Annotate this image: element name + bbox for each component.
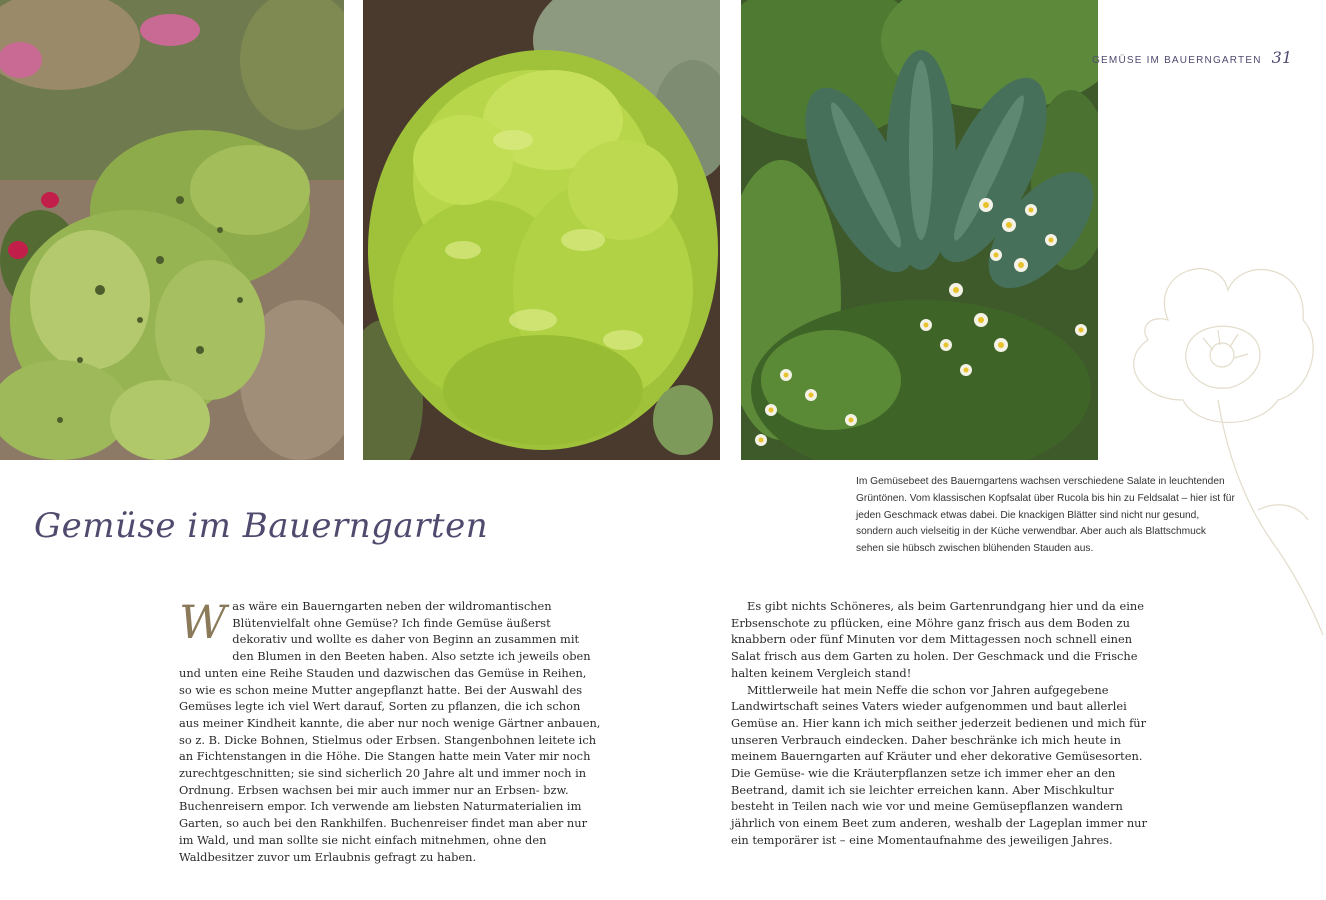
photo-caption: Im Gemüsebeet des Bauerngartens wachsen verschiedene Salate in leuchtenden Grüntönen. Vom klassischen Kopfsalat über Rucola bis hin zu Feldsalat – hier ist für jeden Geschmack etwas dabei. Die knackigen Blätter sind nicht nur gesund, sondern auch vielseitig in der Küche verwendbar. Aber auch als Blattschmuck sehen sie hübsch zwischen blühenden Stauden aus.	[856, 476, 1235, 555]
body-paragraph: Es gibt nichts Schöneres, als beim Gartenrundgang hier und da eine Erbsenschote zu pflücken, eine Möhre ganz frisch aus dem Boden zu knabbern oder fünf Minuten vor dem Mittagessen noch schnell einen Salat frisch aus dem Garten zu holen. Der Geschmack und die Frische halten keinem Vergleich stand!	[731, 599, 1144, 680]
flower-line-art-icon	[1108, 250, 1326, 640]
oakleaf-lettuce-image	[363, 0, 720, 460]
running-head	[1092, 48, 1292, 67]
page-number: 31	[1271, 48, 1292, 67]
body-paragraph-text: as wäre ein Bauerngarten neben der wildromantischen Blütenvielfalt ohne Gemüse? Ich finde Gemüse äußerst dekorativ und wollte es daher von Beginn an zusammen mit den Blumen in den Beeten haben. Also setzte ich jeweils oben und unten eine Reihe Stauden und dazwischen das Gemüse in Reihen, so wie es schon meine Mutter angepflanzt hatte. Bei der Auswahl des Gemüses legte ich viel Wert darauf, Sorten zu pflanzen, die ich schon aus meiner Kindheit kannte, die aber nur noch wenige Gärtner anbauen, so z. B. Dicke Bohnen, Stielmus oder Erbsen. Stangenbohnen leitete ich an Fichtenstangen in die Höhe. Die Stangen hatte mein Vater mir noch zurechtgeschnitten; sie sind sicherlich 20 Jahre alt und immer noch in Ordnung. Erbsen wachsen bei mir auch immer nur an Erbsen- bzw. Buchenreisern empor. Ich verwende am liebsten Naturmaterialien im Garten, so auch bei den Rankhilfen. Buchenreiser findet man aber nur im Wald, und man sollte sie nicht einfach mitnehmen, ohne den Waldbesitzer zuvor um Erlaubnis gefragt zu haben.	[179, 599, 601, 864]
photo-oakleaf-lettuce	[363, 0, 720, 460]
body-paragraph	[179, 595, 601, 865]
running-head-title: GEMÜSE IM BAUERNGARTEN	[1092, 55, 1262, 66]
chapter-title: Gemüse im Bauerngarten	[34, 506, 489, 546]
photo-speckled-lettuce	[0, 0, 344, 460]
dropcap-letter: W	[179, 595, 227, 649]
speckled-lettuce-image	[0, 0, 344, 460]
kale-daisies-image	[741, 0, 1098, 460]
body-column-left	[179, 595, 601, 865]
photo-kale-daisies	[741, 0, 1098, 460]
body-column-right	[731, 598, 1151, 849]
body-paragraph: Mittlerweile hat mein Neffe die schon vor Jahren aufgegebene Landwirtschaft seines Vaters wieder aufgenommen und baut allerlei Gemüse an. Hier kann ich mich seither jederzeit bedienen und mich für unseren Verbrauch eindecken. Daher beschränke ich mich heute in meinem Bauerngarten auf Kräuter und eher dekorative Gemüsesorten. Die Gemüse- wie die Kräuterpflanzen setze ich immer eher an den Beetrand, damit ich sie leichter erreichen kann. Aber Mischkultur besteht in Teilen nach wie vor und meine Gemüsepflanzen wandern jährlich von einem Beet zum anderen, weshalb der Lageplan immer nur ein temporärer ist – eine Momentaufnahme des jeweiligen Jahres.	[731, 682, 1147, 847]
